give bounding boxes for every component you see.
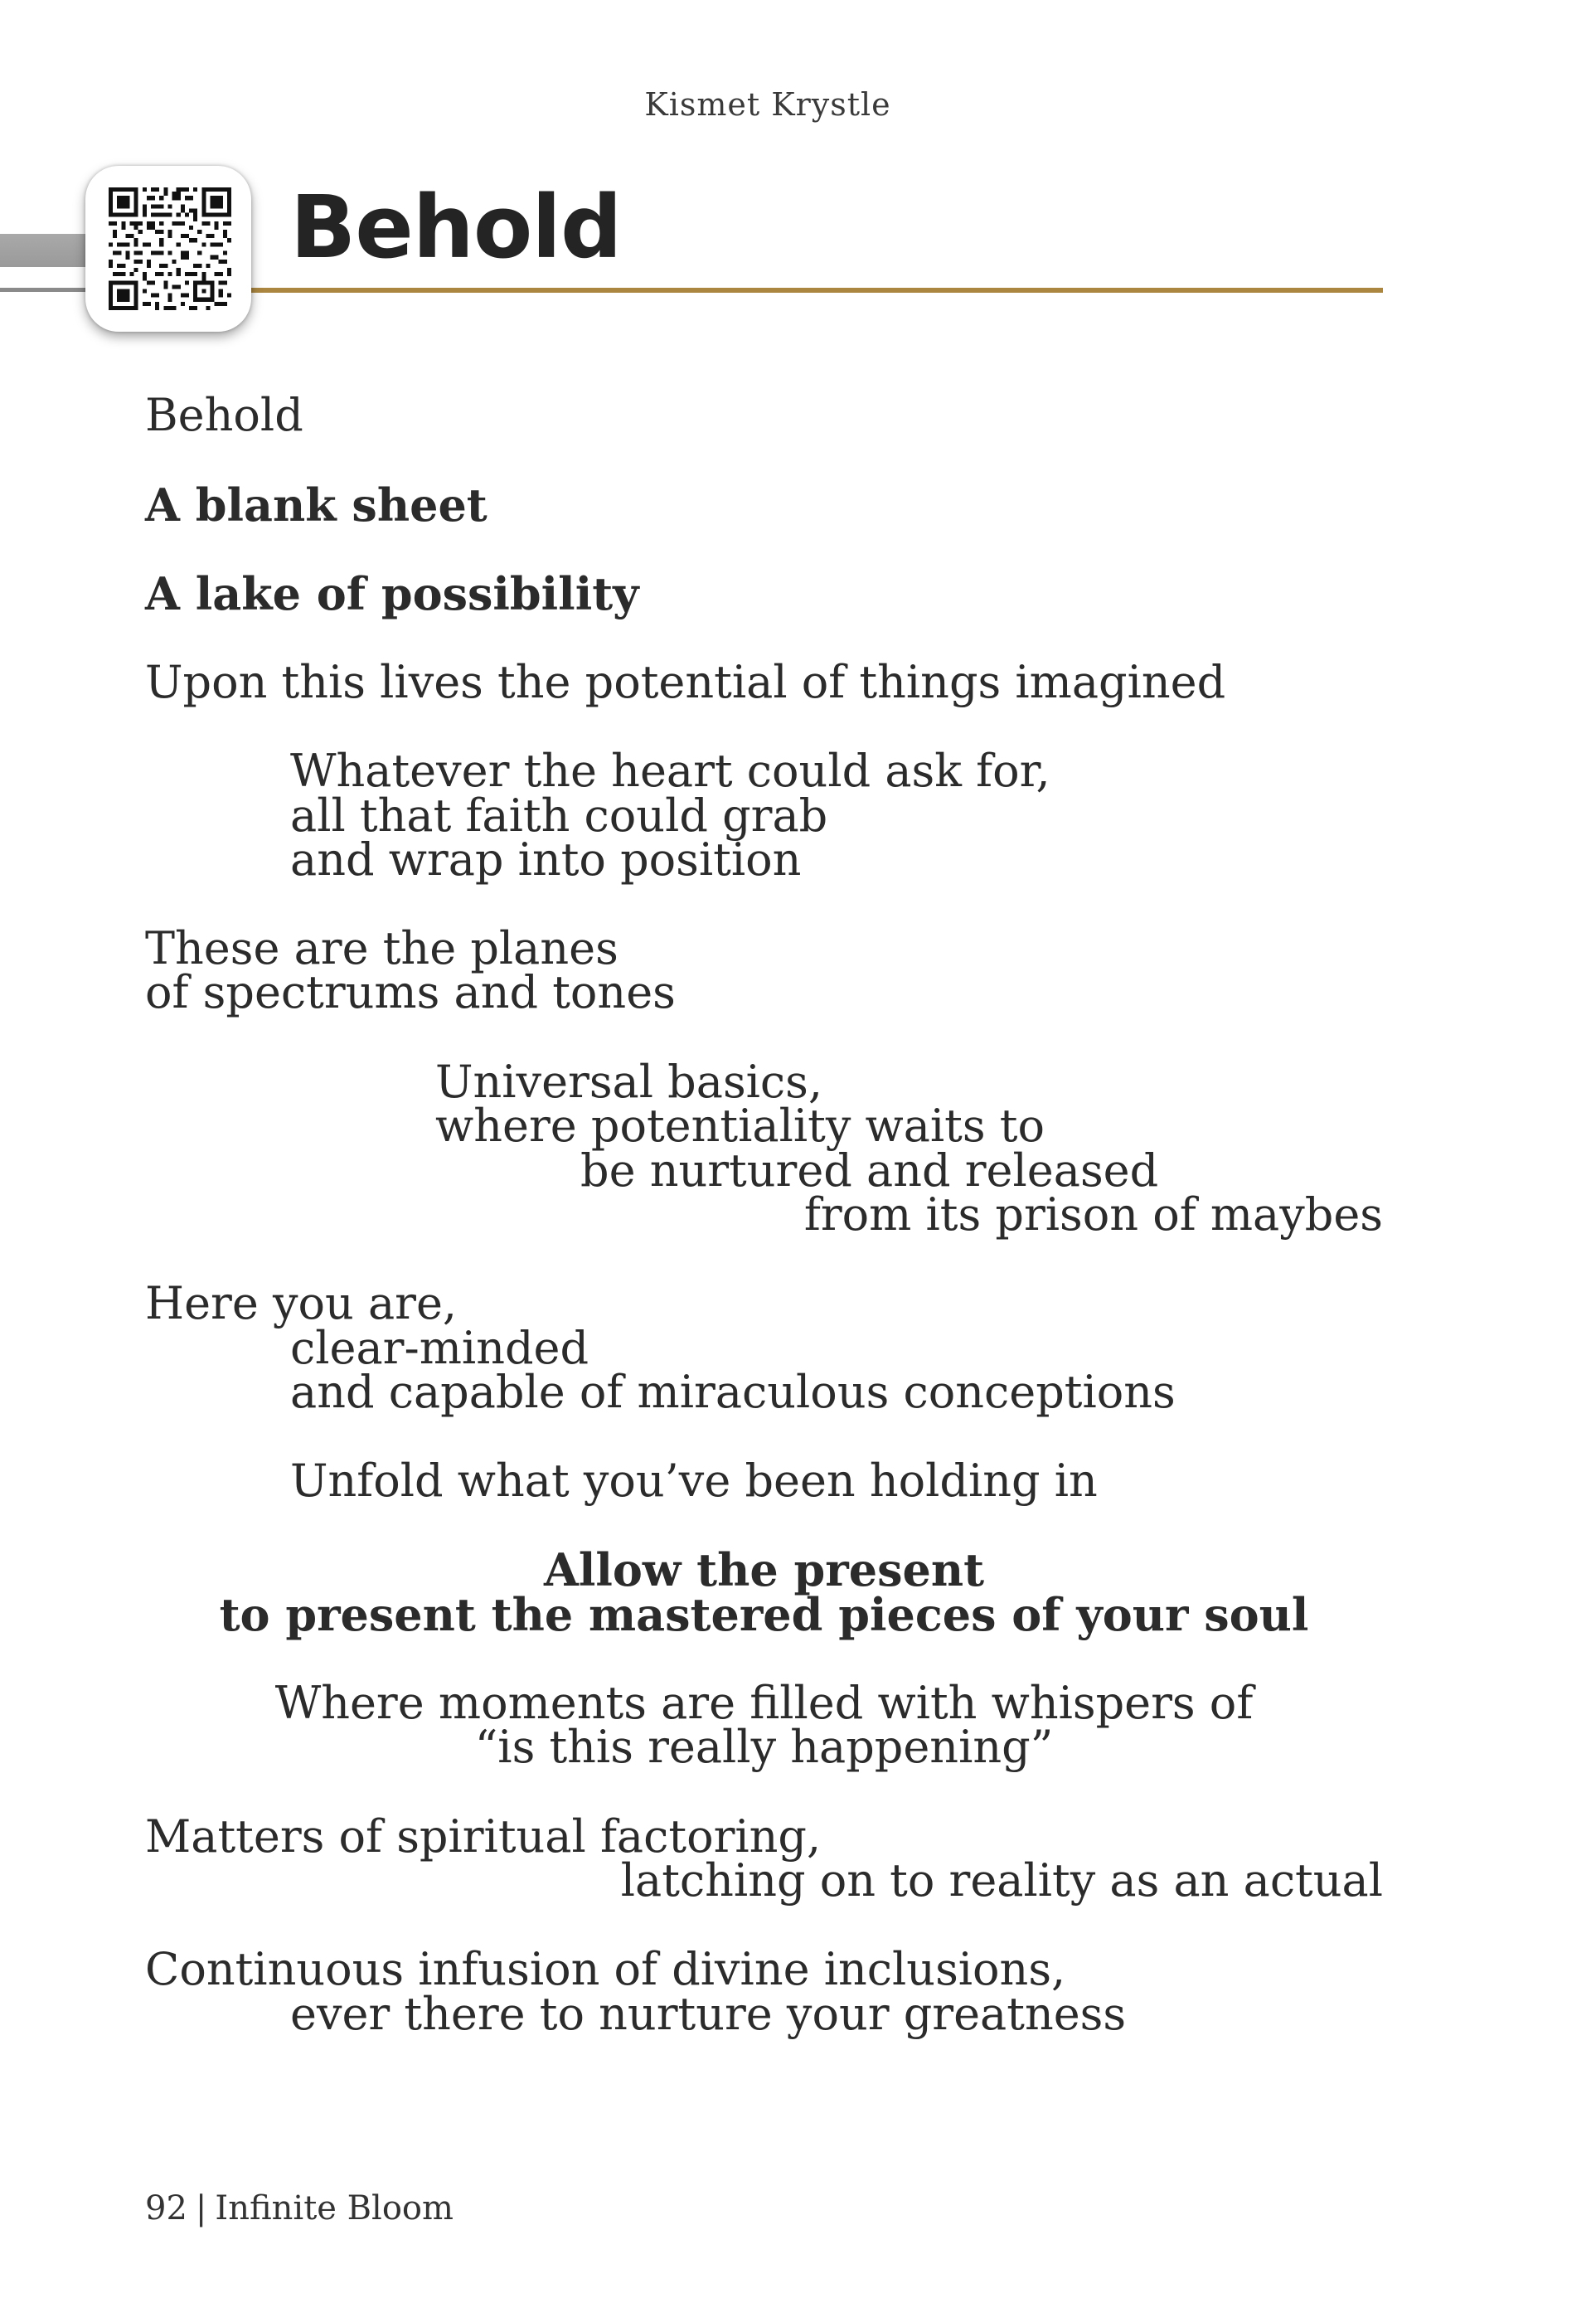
- book-title: Infinite Bloom: [215, 2189, 454, 2227]
- running-header-author: Kismet Krystle: [644, 86, 891, 123]
- qr-code-card[interactable]: [85, 166, 251, 332]
- poem-line: Where moments are filled with whispers of: [274, 1677, 1254, 1729]
- poem-line: of spectrums and tones: [145, 966, 676, 1018]
- page-footer: [145, 2189, 454, 2227]
- page-number: 92: [145, 2189, 187, 2227]
- poem-line: latching on to reality as an actual: [620, 1854, 1383, 1907]
- poem-line: Upon this lives the potential of things imagined: [145, 656, 1226, 708]
- poem-line: be nurtured and released: [580, 1144, 1159, 1197]
- qr-code-icon: [109, 187, 231, 310]
- poem-line: “is this really happening”: [474, 1721, 1054, 1773]
- page-title: Behold: [290, 177, 622, 278]
- poem-line: Universal basics,: [435, 1056, 823, 1108]
- poem-line: Here you are,: [145, 1277, 458, 1329]
- poem-line: A lake of possibility: [145, 567, 639, 620]
- poem-line: from its prison of maybes: [803, 1188, 1383, 1241]
- poem-line: Behold: [145, 389, 303, 441]
- poem-line: Continuous infusion of divine inclusions,: [145, 1943, 1066, 1995]
- poem-line: Matters of spiritual factoring,: [145, 1810, 822, 1863]
- poem-line: where potentiality waits to: [435, 1100, 1045, 1152]
- poem-line: ever there to nurture your greatness: [290, 1988, 1127, 2040]
- poem-line: to present the mastered pieces of your soul: [219, 1588, 1309, 1641]
- poem-line: Allow the present: [543, 1543, 985, 1596]
- title-rule: [232, 288, 1383, 293]
- footer-separator: |: [195, 2189, 207, 2227]
- poem-line: clear-minded: [290, 1322, 589, 1374]
- poem-line: and wrap into position: [290, 833, 802, 886]
- poem-line: all that faith could grab: [290, 789, 828, 842]
- poem-line: A blank sheet: [145, 478, 488, 532]
- poem-line: Whatever the heart could ask for,: [290, 745, 1050, 797]
- poem-line: These are the planes: [145, 922, 619, 974]
- poem-line: and capable of miraculous conceptions: [290, 1366, 1176, 1418]
- poem-line: Unfold what you’ve been holding in: [290, 1455, 1098, 1507]
